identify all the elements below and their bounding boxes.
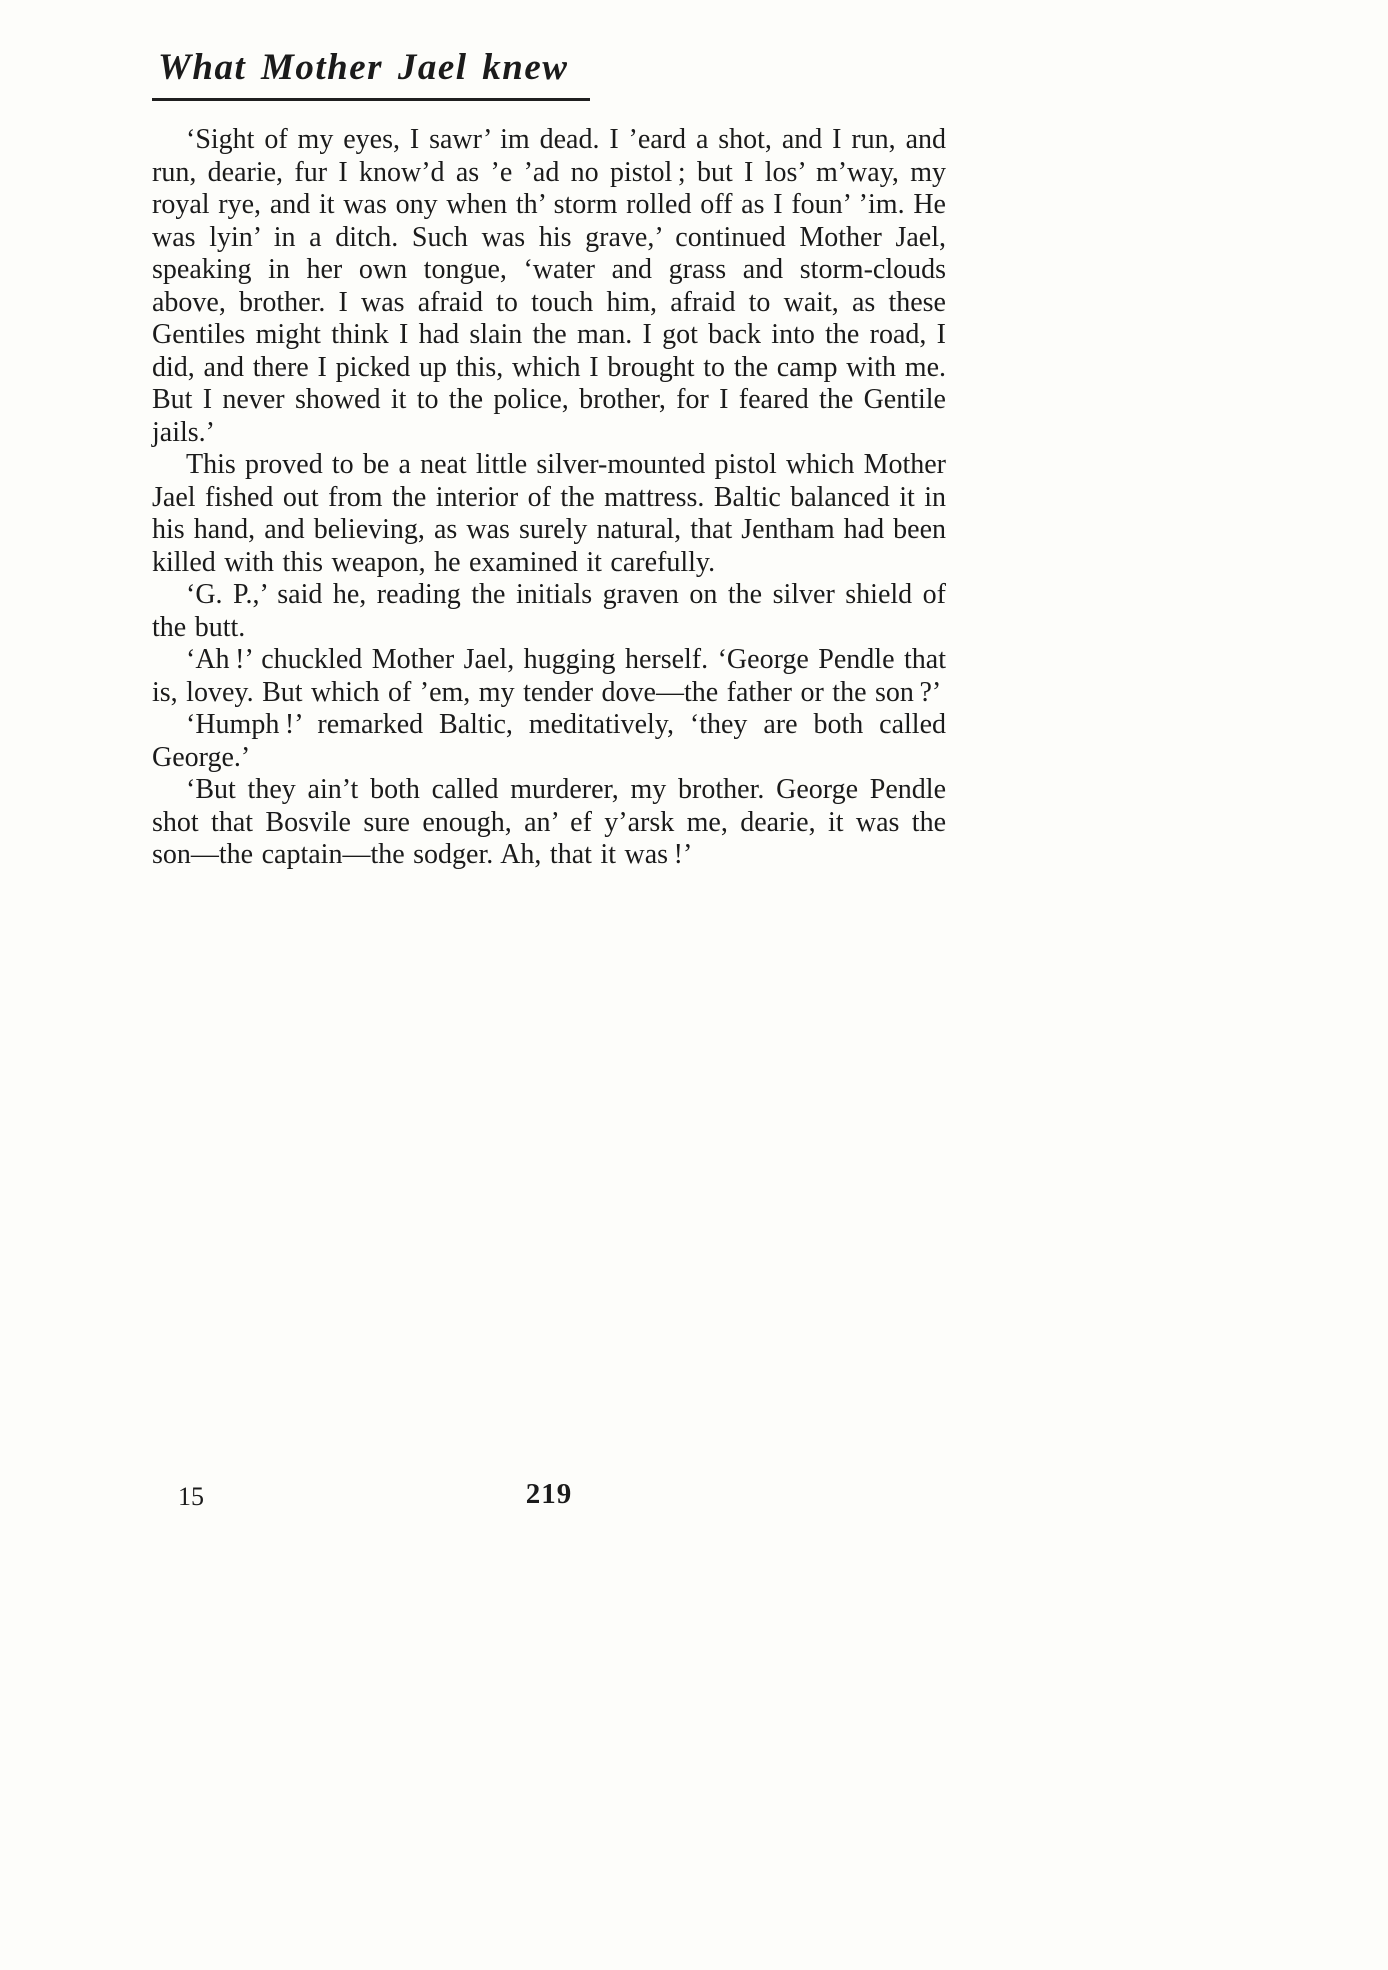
paragraph: ‘But they ain’t both called murderer, my brother. George Pendle shot that Bosvile sure enough, an’ ef y’arsk me, dearie, it was the son—the captain—the sodger. Ah, that it was !’ (152, 774, 946, 870)
page-header (152, 46, 590, 101)
paragraph: ‘Ah !’ chuckled Mother Jael, hugging herself. ‘George Pendle that is, lovey. But which of ’em, my tender dove—the father or the son ?’ (152, 644, 946, 708)
page-number: 219 (525, 1478, 573, 1510)
page-title: What Mother Jael knew (152, 46, 590, 101)
signature-number: 15 (178, 1482, 204, 1511)
paragraph: This proved to be a neat little silver-mounted pistol which Mother Jael fished out from the interior of the mattress. Baltic balanced it in his hand, and believing, as was surely natural, that Jentham had been killed with this weapon, he examined it carefully. (152, 449, 946, 578)
paragraph: ‘Sight of my eyes, I sawr’ im dead. I ’eard a shot, and I run, and run, dearie, fur I know’d as ’e ’ad no pistol ; but I los’ m’way, my royal rye, and it was ony when th’ storm rolled off as I foun’ ’im. He was lyin’ in a ditch. Such was his grave,’ continued Mother Jael, speaking in her own tongue, ‘water and grass and storm-clouds above, brother. I was afraid to touch him, afraid to wait, as these Gentiles might think I had slain the man. I got back into the road, I did, and there I picked up this, which I brought to the camp with me. But I never showed it to the police, brother, for I feared the Gentile jails.’ (152, 124, 946, 448)
page-body (152, 124, 946, 872)
paragraph: ‘G. P.,’ said he, reading the initials graven on the silver shield of the butt. (152, 579, 946, 643)
paragraph: ‘Humph !’ remarked Baltic, meditatively, ‘they are both called George.’ (152, 709, 946, 773)
